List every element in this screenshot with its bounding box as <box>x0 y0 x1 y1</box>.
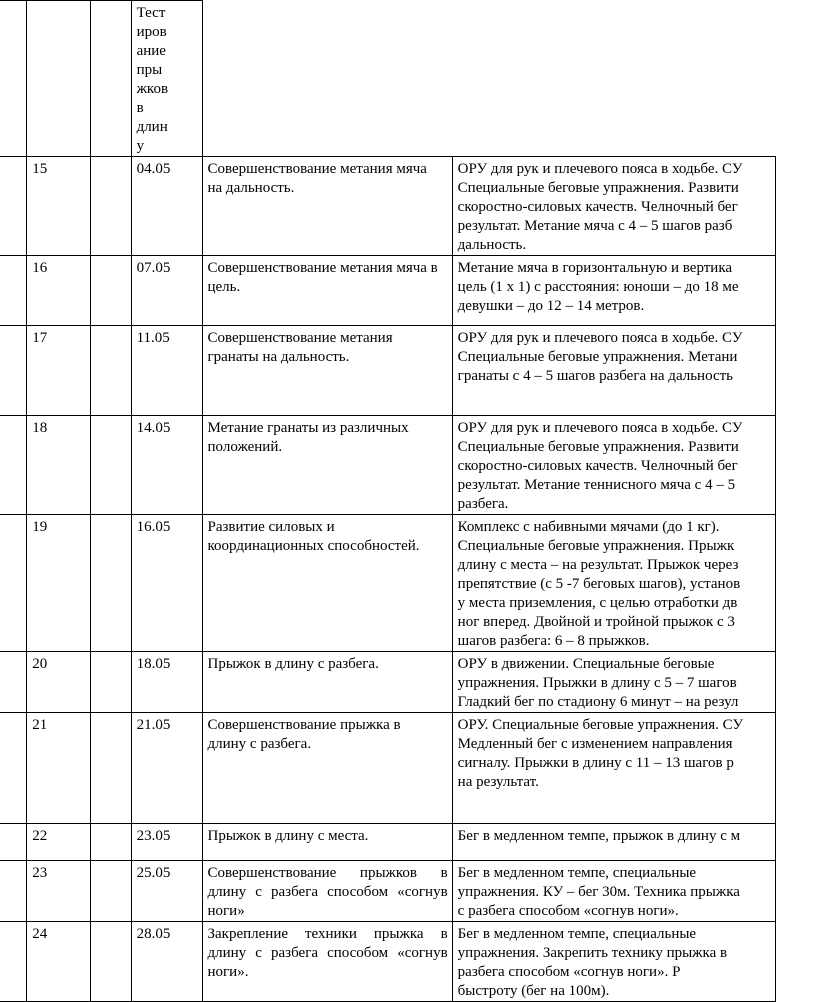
content-line: ОРУ. Специальные беговые упражнения. СУ <box>457 717 744 733</box>
topic-line: Совершенствование метания мяча в <box>207 260 438 276</box>
row-number <box>0 652 27 713</box>
content-line: ОРУ для рук и плечевого пояса в ходьбе. СУ <box>457 330 743 346</box>
header-col-empty <box>90 1 131 157</box>
content-line: Бег в медленном темпе, специальные <box>457 865 697 881</box>
table-row <box>0 256 776 326</box>
row-number <box>0 824 27 861</box>
lesson-number: 18 <box>27 416 91 515</box>
empty-cell <box>90 416 131 515</box>
topic-line: ноги». <box>207 964 249 980</box>
content-line: разбега. <box>457 496 509 512</box>
empty-cell <box>90 861 131 922</box>
header-testing-line: пры <box>136 62 163 78</box>
content-line: разбега способом «согнув ноги». Р <box>457 964 681 980</box>
row-number <box>0 256 27 326</box>
lesson-date: 16.05 <box>131 515 202 652</box>
content-line: результат. Метание теннисного мяча с 4 – 5 <box>457 477 736 493</box>
lesson-content <box>452 652 775 713</box>
topic-line: координационных способностей. <box>207 538 420 554</box>
lesson-date: 28.05 <box>131 922 202 1002</box>
lesson-content <box>452 824 775 861</box>
topic-line: гранаты на дальность. <box>207 349 350 365</box>
lesson-topic <box>202 326 452 416</box>
topic-line: Развитие силовых и <box>207 519 335 535</box>
content-line: дальность. <box>457 237 527 253</box>
topic-line: длину с разбега способом «согнув <box>207 884 448 900</box>
lesson-number: 16 <box>27 256 91 326</box>
row-number <box>0 326 27 416</box>
lesson-topic <box>202 824 452 861</box>
empty-cell <box>90 652 131 713</box>
row-number <box>0 515 27 652</box>
topic-line: длину с разбега. <box>207 736 312 752</box>
content-line: ОРУ для рук и плечевого пояса в ходьбе. СУ <box>457 420 743 436</box>
table-row <box>0 824 776 861</box>
topic-line: Прыжок в длину с разбега. <box>207 656 379 672</box>
content-line: девушки – до 12 – 14 метров. <box>457 298 645 314</box>
empty-cell <box>90 824 131 861</box>
content-line: ОРУ в движении. Специальные беговые <box>457 656 715 672</box>
header-testing-line: в <box>136 100 144 116</box>
content-line: Бег в медленном темпе, специальные <box>457 926 697 942</box>
topic-line: Метание гранаты из различных <box>207 420 409 436</box>
lesson-date: 21.05 <box>131 713 202 824</box>
content-line: результат. Метание мяча с 4 – 5 шагов разб <box>457 218 733 234</box>
header-testing-line: иров <box>136 24 167 40</box>
header-testing-line: у <box>136 138 145 154</box>
content-line: препятствие (с 5 -7 беговых шагов), установ <box>457 576 741 592</box>
content-line: ОРУ для рук и плечевого пояса в ходьбе. СУ <box>457 161 743 177</box>
lesson-topic <box>202 652 452 713</box>
content-line: на результат. <box>457 774 539 790</box>
content-line: цель (1 х 1) с расстояния: юноши – до 18 ме <box>457 279 739 295</box>
row-number <box>0 861 27 922</box>
header-col-number <box>0 1 27 157</box>
topic-line: положений. <box>207 439 283 455</box>
lesson-topic <box>202 713 452 824</box>
content-line: упражнения. Закрепить технику прыжка в <box>457 945 728 961</box>
empty-cell <box>90 157 131 256</box>
lesson-number: 23 <box>27 861 91 922</box>
lesson-content <box>452 713 775 824</box>
lesson-date: 18.05 <box>131 652 202 713</box>
lesson-topic <box>202 157 452 256</box>
topic-line: цель. <box>207 279 241 295</box>
content-line: у места приземления, с целью отработки дв <box>457 595 738 611</box>
empty-cell <box>90 713 131 824</box>
topic-line: Совершенствование прыжков в <box>207 865 448 881</box>
lesson-date: 07.05 <box>131 256 202 326</box>
lesson-number: 24 <box>27 922 91 1002</box>
lesson-number: 21 <box>27 713 91 824</box>
header-blank-2 <box>452 1 775 157</box>
table-row <box>0 326 776 416</box>
content-line: Гладкий бег по стадиону 6 минут – на резул <box>457 694 739 710</box>
empty-cell <box>90 326 131 416</box>
topic-line: длину с разбега способом «согнув <box>207 945 448 961</box>
content-line: Специальные беговые упражнения. Метани <box>457 349 738 365</box>
lesson-number: 22 <box>27 824 91 861</box>
empty-cell <box>90 515 131 652</box>
header-col-lesson <box>27 1 91 157</box>
lesson-topic <box>202 256 452 326</box>
content-line: сигналу. Прыжки в длину с 11 – 13 шагов р <box>457 755 734 771</box>
topic-line: Совершенствование метания мяча <box>207 161 427 177</box>
empty-cell <box>90 256 131 326</box>
header-testing-line: жков <box>136 81 169 97</box>
table-row <box>0 652 776 713</box>
topic-line: Закрепление техники прыжка в <box>207 926 448 942</box>
lesson-topic <box>202 416 452 515</box>
lesson-content <box>452 256 775 326</box>
header-testing-line: ание <box>136 43 166 59</box>
lesson-date: 11.05 <box>131 326 202 416</box>
content-line: Медленный бег с изменением направления <box>457 736 733 752</box>
content-line: Комплекс с набивными мячами (до 1 кг). <box>457 519 720 535</box>
lesson-topic <box>202 861 452 922</box>
lesson-date: 04.05 <box>131 157 202 256</box>
content-line: Метание мяча в горизонтальную и вертика <box>457 260 733 276</box>
topic-line: Прыжок в длину с места. <box>207 828 369 844</box>
content-line: скоростно-силовых качеств. Челночный бег <box>457 458 738 474</box>
table-row <box>0 416 776 515</box>
topic-line: Совершенствование метания <box>207 330 393 346</box>
content-line: ног вперед. Двойной и тройной прыжок с 3 <box>457 614 735 630</box>
topic-line: ноги» <box>207 903 245 919</box>
lesson-content <box>452 157 775 256</box>
content-line: Специальные беговые упражнения. Развити <box>457 439 739 455</box>
table-row <box>0 861 776 922</box>
lesson-number: 19 <box>27 515 91 652</box>
lesson-number: 15 <box>27 157 91 256</box>
content-line: Специальные беговые упражнения. Прыжк <box>457 538 735 554</box>
lesson-content <box>452 326 775 416</box>
lesson-date: 14.05 <box>131 416 202 515</box>
table-row <box>0 713 776 824</box>
content-line: Специальные беговые упражнения. Развити <box>457 180 739 196</box>
lesson-content <box>452 861 775 922</box>
lesson-date: 25.05 <box>131 861 202 922</box>
header-testing-line: Тест <box>136 5 166 21</box>
table-row <box>0 515 776 652</box>
header-blank <box>202 1 452 157</box>
content-line: скоростно-силовых качеств. Челночный бег <box>457 199 738 215</box>
lesson-content <box>452 416 775 515</box>
content-line: упражнения. Прыжки в длину с 5 – 7 шагов <box>457 675 737 691</box>
content-line: гранаты с 4 – 5 шагов разбега на дальность <box>457 368 734 384</box>
lesson-topic <box>202 515 452 652</box>
topic-line: на дальность. <box>207 180 295 196</box>
lesson-number: 17 <box>27 326 91 416</box>
row-number <box>0 416 27 515</box>
header-testing-text <box>137 4 177 156</box>
content-line: шагов разбега: 6 – 8 прыжков. <box>457 633 650 649</box>
topic-line: Совершенствование прыжка в <box>207 717 401 733</box>
lesson-content <box>452 515 775 652</box>
content-line: упражнения. КУ – бег 30м. Техника прыжка <box>457 884 740 900</box>
header-col-testing <box>131 1 202 157</box>
row-number <box>0 713 27 824</box>
row-number <box>0 157 27 256</box>
lesson-date: 23.05 <box>131 824 202 861</box>
header-testing-line: длин <box>136 119 168 135</box>
header-row <box>0 1 776 157</box>
content-line: быстроту (бег на 100м). <box>457 983 610 999</box>
content-line: Бег в медленном темпе, прыжок в длину с м <box>457 828 741 844</box>
content-line: с разбега способом «согнув ноги». <box>457 903 679 919</box>
table-row <box>0 157 776 256</box>
content-line: длину с места – на результат. Прыжок через <box>457 557 739 573</box>
lesson-number: 20 <box>27 652 91 713</box>
